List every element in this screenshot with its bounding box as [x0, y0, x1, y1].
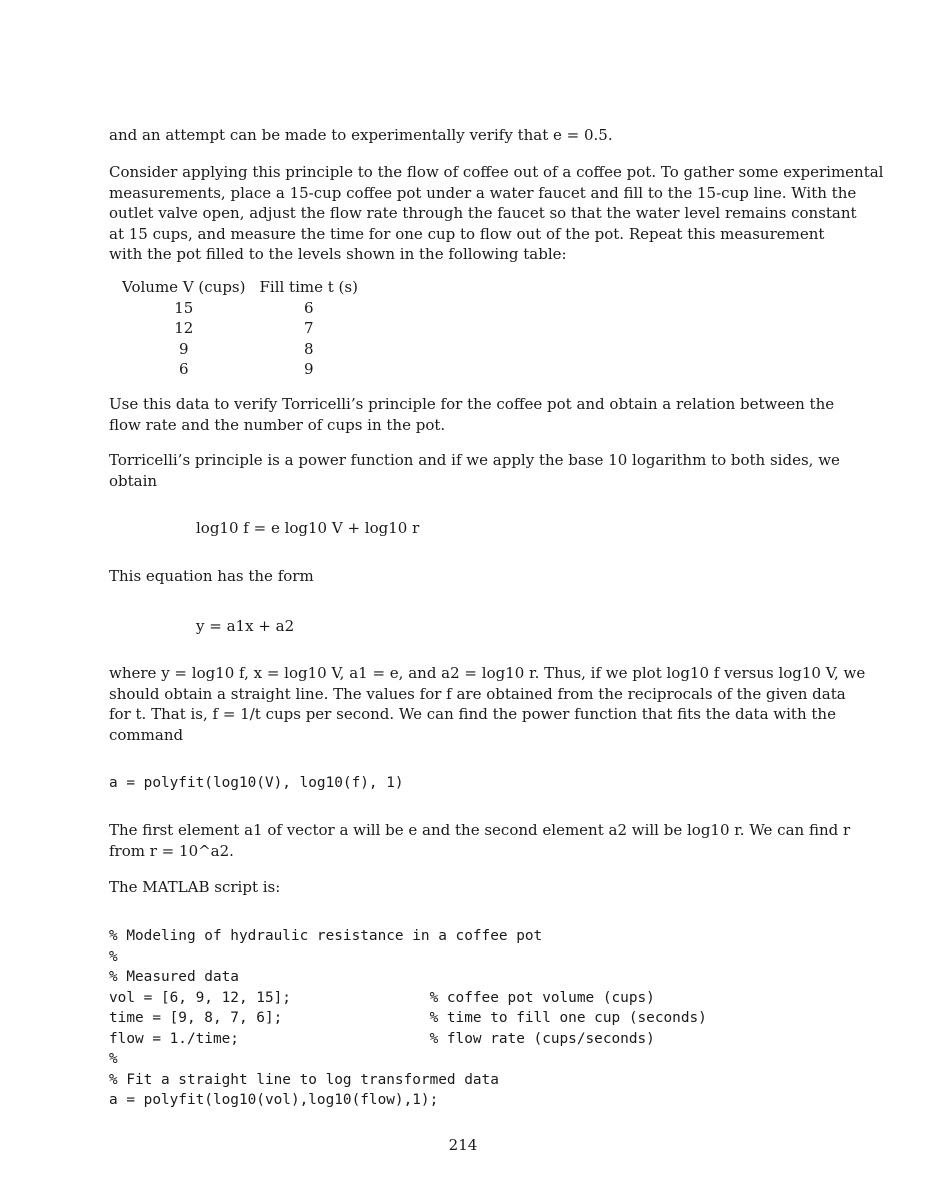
code-polyfit-command: a = polyfit(log10(V), log10(f), 1) [109, 775, 404, 791]
text-line: obtain [109, 471, 158, 490]
table-header-fill-time: Fill time t (s) [259, 278, 358, 296]
text-line: and an attempt can be made to experimentally verify that e = 0.5. [109, 126, 613, 144]
paragraph-torricelli [109, 450, 840, 491]
code-line: time = [9, 8, 7, 6]; % time to fill one cup (seconds) [109, 1010, 707, 1026]
table-row [115, 359, 365, 380]
paragraph-intro [109, 125, 819, 146]
text-line: at 15 cups, and measure the time for one cup to flow out of the pot. Repeat this measurement [109, 224, 825, 243]
text-line: where y = log10 f, x = log10 V, a1 = e, and a2 = log10 r. Thus, if we plot log10 f versus log10 V, we [109, 664, 866, 682]
text-line: measurements, place a 15-cup coffee pot under a water faucet and fill to the 15-cup line. With the [109, 183, 857, 202]
paragraph-coffee-pot [109, 162, 884, 265]
table-cell: 7 [303, 319, 314, 337]
equation-linear-form: y = a1x + a2 [196, 617, 295, 635]
text-line: for t. That is, f = 1/t cups per second. We can find the power function that fits the data with the [109, 705, 836, 723]
equation-log-form: log10 f = e log10 V + log10 r [196, 519, 420, 537]
text-line: The first element a1 of vector a will be e and the second element a2 will be log10 r. We can find r [109, 821, 851, 839]
table-cell: 15 [174, 298, 194, 317]
text-line: Consider applying this principle to the flow of coffee out of a coffee pot. To gather some experimental [109, 163, 884, 181]
code-matlab-script [109, 926, 707, 1111]
paragraph-script-intro [109, 877, 819, 898]
table-cell: 12 [174, 319, 194, 337]
text-line: Use this data to verify Torricelli’s principle for the coffee pot and obtain a relation between the [109, 395, 835, 413]
measurement-table [115, 277, 365, 380]
code-line: flow = 1./time; % flow rate (cups/seconds) [109, 1030, 655, 1047]
code-line: % Fit a straight line to log transformed data [109, 1071, 499, 1088]
code-line: % Measured data [109, 969, 239, 985]
paragraph-variables [109, 663, 866, 745]
text-line: with the pot filled to the levels shown in the following table: [109, 245, 567, 263]
page-number: 214 [448, 1136, 478, 1154]
table-row [115, 298, 365, 319]
paragraph-verify [109, 394, 835, 435]
text-line: outlet valve open, adjust the flow rate through the faucet so that the water level remains constant [109, 204, 857, 222]
text-line: Torricelli’s principle is a power function and if we apply the base 10 logarithm to both sides, we [109, 451, 840, 469]
table-header-volume: Volume V (cups) [122, 278, 246, 296]
text-line: command [109, 725, 184, 744]
table-cell: 6 [303, 298, 314, 317]
paragraph-equation-form [109, 566, 819, 587]
table-cell: 6 [178, 360, 189, 378]
table-cell: 9 [178, 339, 189, 358]
code-line: % [109, 1051, 118, 1067]
paragraph-vector-elements [109, 820, 851, 861]
code-line: vol = [6, 9, 12, 15]; % coffee pot volume (cups) [109, 989, 655, 1006]
text-line: This equation has the form [109, 567, 314, 585]
text-line: flow rate and the number of cups in the pot. [109, 415, 446, 434]
text-line: from r = 10^a2. [109, 841, 234, 860]
code-line: a = polyfit(log10(vol),log10(flow),1); [109, 1092, 439, 1108]
text-line: should obtain a straight line. The values for f are obtained from the reciprocals of the given data [109, 684, 846, 703]
table-row [115, 339, 365, 360]
table-row [115, 318, 365, 339]
code-line: % Modeling of hydraulic resistance in a coffee pot [109, 928, 543, 944]
code-line: % [109, 948, 118, 965]
text-line: The MATLAB script is: [109, 878, 281, 896]
table-cell: 9 [303, 360, 314, 378]
table-cell: 8 [303, 339, 314, 358]
